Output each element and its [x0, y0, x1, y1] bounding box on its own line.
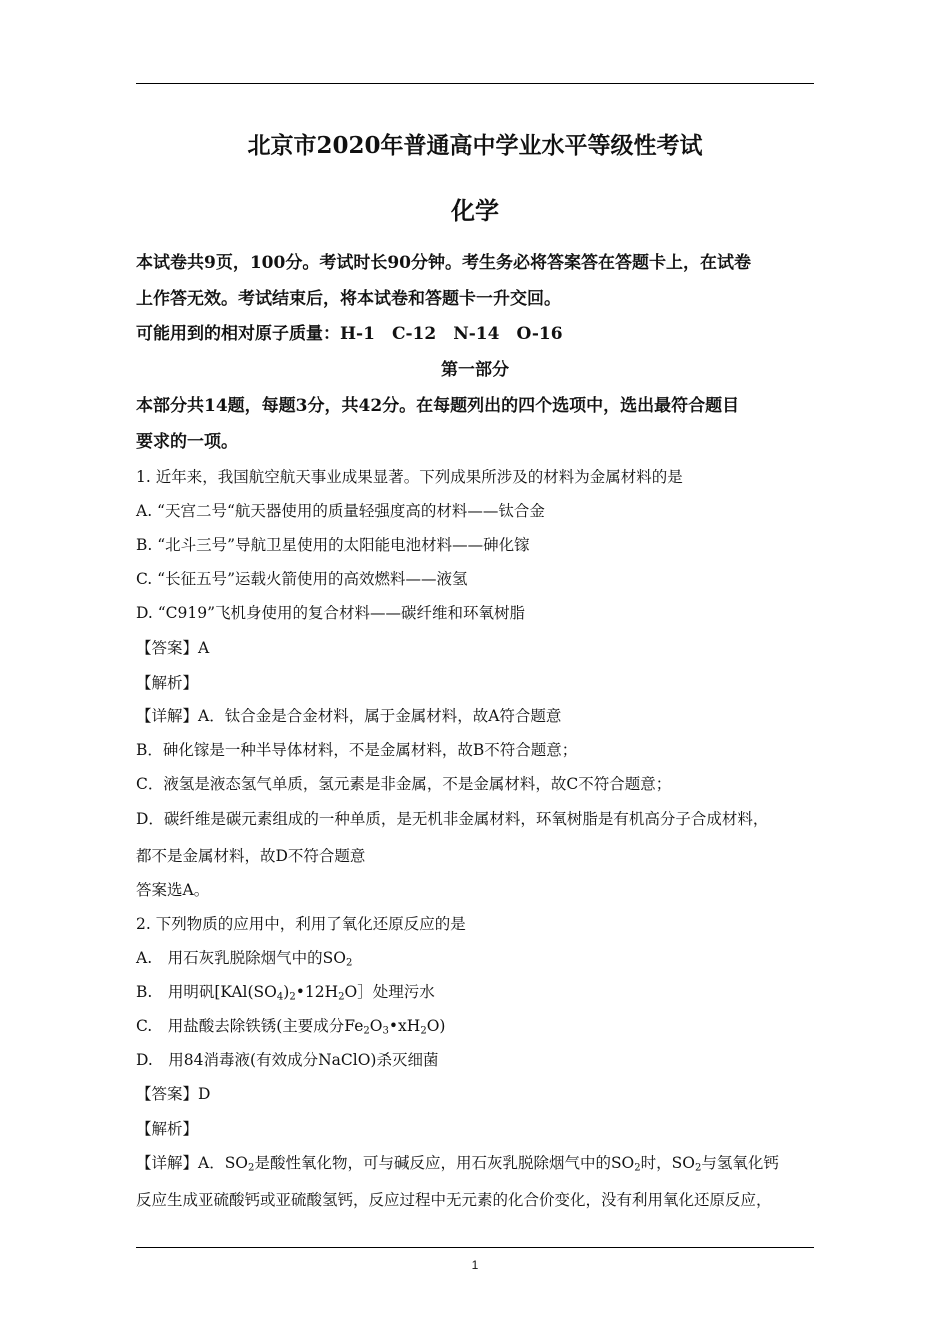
question-1-stem: 1. 近年来，我国航空航天事业成果显著。下列成果所涉及的材料为金属材料的是 [136, 468, 683, 486]
question-2-option-c: C. 用盐酸去除铁锈(主要成分$Fe_2O_3•xH_2O$) [136, 1017, 446, 1037]
question-1-option-b: B. “北斗三号”导航卫星使用的太阳能电池材料——砷化镓 [136, 536, 530, 554]
question-2-answer: 【答案】D [136, 1085, 211, 1103]
footer-rule [136, 1247, 814, 1248]
part-description-2: 要求的一项。 [136, 432, 238, 452]
question-1-analysis-label: 【解析】 [136, 674, 199, 692]
subject-title: 化学 [451, 196, 499, 225]
exam-title: 北京市2020年普通高中学业水平等级性考试 [247, 132, 703, 159]
question-2-detail-a: 【详解】A．$SO_2$是酸性氧化物，可与碱反应，用石灰乳脱除烟气中的$SO_2$时，$SO_2$与氢氧化钙 [136, 1154, 779, 1174]
question-2-analysis-label: 【解析】 [136, 1120, 199, 1138]
question-1-detail-c: C．液氢是液态氢气单质，氢元素是非金属，不是金属材料，故C不符合题意； [136, 775, 672, 793]
question-1-conclusion: 答案选A。 [136, 881, 210, 899]
question-1-option-c: C. “长征五号”运载火箭使用的高效燃料——液氢 [136, 570, 468, 588]
top-rule [136, 83, 814, 84]
question-1-detail-d: D．碳纤维是碳元素组成的一种单质，是无机非金属材料，环氧树脂是有机高分子合成材料， [136, 810, 769, 828]
atomic-masses: 可能用到的相对原子质量：H-1 C-12 N-14 O-16 [136, 324, 563, 344]
page-number: 1 [471, 1258, 479, 1272]
question-1-answer: 【答案】A [136, 639, 210, 657]
question-1-detail-d-cont: 都不是金属材料，故D不符合题意 [136, 847, 366, 865]
question-1-option-a: A. “天宫二号“航天器使用的质量轻强度高的材料——钛合金 [136, 502, 545, 520]
instructions-line-2: 上作答无效。考试结束后，将本试卷和答题卡一升交回。 [136, 289, 561, 309]
question-2-detail-a-cont: 反应生成亚硫酸钙或亚硫酸氢钙，反应过程中无元素的化合价变化，没有利用氧化还原反应， [136, 1191, 772, 1209]
question-2-option-b: B. 用明矾[$KAl(SO_4)_2•12H_2O]$处理污水 [136, 983, 435, 1003]
question-1-option-d: D. “C919”飞机身使用的复合材料——碳纤维和环氧树脂 [136, 604, 526, 622]
question-2-option-d: D. 用84消毒液(有效成分NaClO)杀灭细菌 [136, 1051, 439, 1069]
part-description-1: 本部分共14题，每题3分，共42分。在每题列出的四个选项中，选出最符合题目 [136, 396, 740, 416]
question-1-detail-b: B．砷化镓是一种半导体材料，不是金属材料，故B不符合题意； [136, 741, 578, 759]
question-1-detail-a: 【详解】A．钛合金是合金材料，属于金属材料，故A符合题意 [136, 707, 562, 725]
question-2-option-a: A. 用石灰乳脱除烟气中的$SO_2$ [136, 949, 353, 969]
question-2-stem: 2. 下列物质的应用中，利用了氧化还原反应的是 [136, 915, 466, 933]
part-heading: 第一部分 [441, 360, 509, 380]
instructions-line-1: 本试卷共9页，100分。考试时长90分钟。考生务必将答案答在答题卡上，在试卷 [136, 253, 751, 273]
